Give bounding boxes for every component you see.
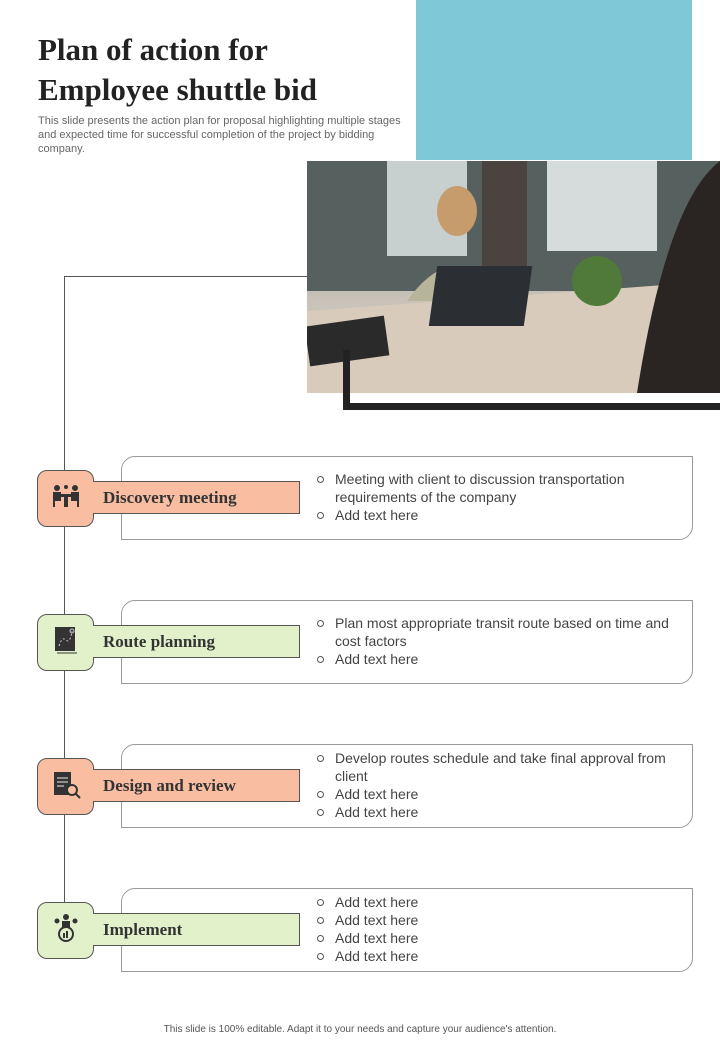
stage-label: Route planning <box>93 625 300 658</box>
stage-label: Discovery meeting <box>93 481 300 514</box>
stage-icon-box <box>37 470 94 527</box>
stage-icon-box <box>37 902 94 959</box>
stage-bullets <box>316 749 676 821</box>
document-review-icon <box>51 769 81 804</box>
accent-block <box>416 0 692 160</box>
meeting-icon <box>51 483 81 514</box>
frame-decoration <box>343 350 350 410</box>
stage-icon-box <box>37 614 94 671</box>
stage-bullets <box>316 893 676 965</box>
stage-bullets <box>316 470 676 524</box>
bullet-item: Add text here <box>316 929 676 947</box>
bullet-item: Add text here <box>316 785 676 803</box>
footer-note: This slide is 100% editable. Adapt it to your needs and capture your audience's attention. <box>163 1024 557 1035</box>
stage-icon-box <box>37 758 94 815</box>
bullet-item: Add text here <box>316 803 676 821</box>
timeline-line <box>64 276 65 931</box>
timeline-connector <box>64 276 307 277</box>
bullet-item: Add text here <box>316 911 676 929</box>
bullet-item: Add text here <box>316 506 676 524</box>
page-subtitle: This slide presents the action plan for proposal highlighting multiple stages and expected time for successful completion of the project by bidding company. <box>38 115 401 155</box>
bullet-item: Add text here <box>316 650 676 668</box>
frame-decoration <box>343 403 720 410</box>
page-title: Plan of action for Employee shuttle bid <box>38 32 318 107</box>
bullet-item: Develop routes schedule and take final approval from client <box>316 749 676 785</box>
stage-bullets <box>316 614 676 668</box>
bullet-item: Meeting with client to discussion transportation requirements of the company <box>316 470 676 506</box>
team-implement-icon <box>51 913 81 948</box>
stage-label: Implement <box>93 913 300 946</box>
bullet-item: Add text here <box>316 947 676 965</box>
meeting-photo <box>307 161 720 393</box>
bullet-item: Plan most appropriate transit route based on time and cost factors <box>316 614 676 650</box>
bullet-item: Add text here <box>316 893 676 911</box>
stage-label: Design and review <box>93 769 300 802</box>
route-map-icon <box>54 626 78 659</box>
